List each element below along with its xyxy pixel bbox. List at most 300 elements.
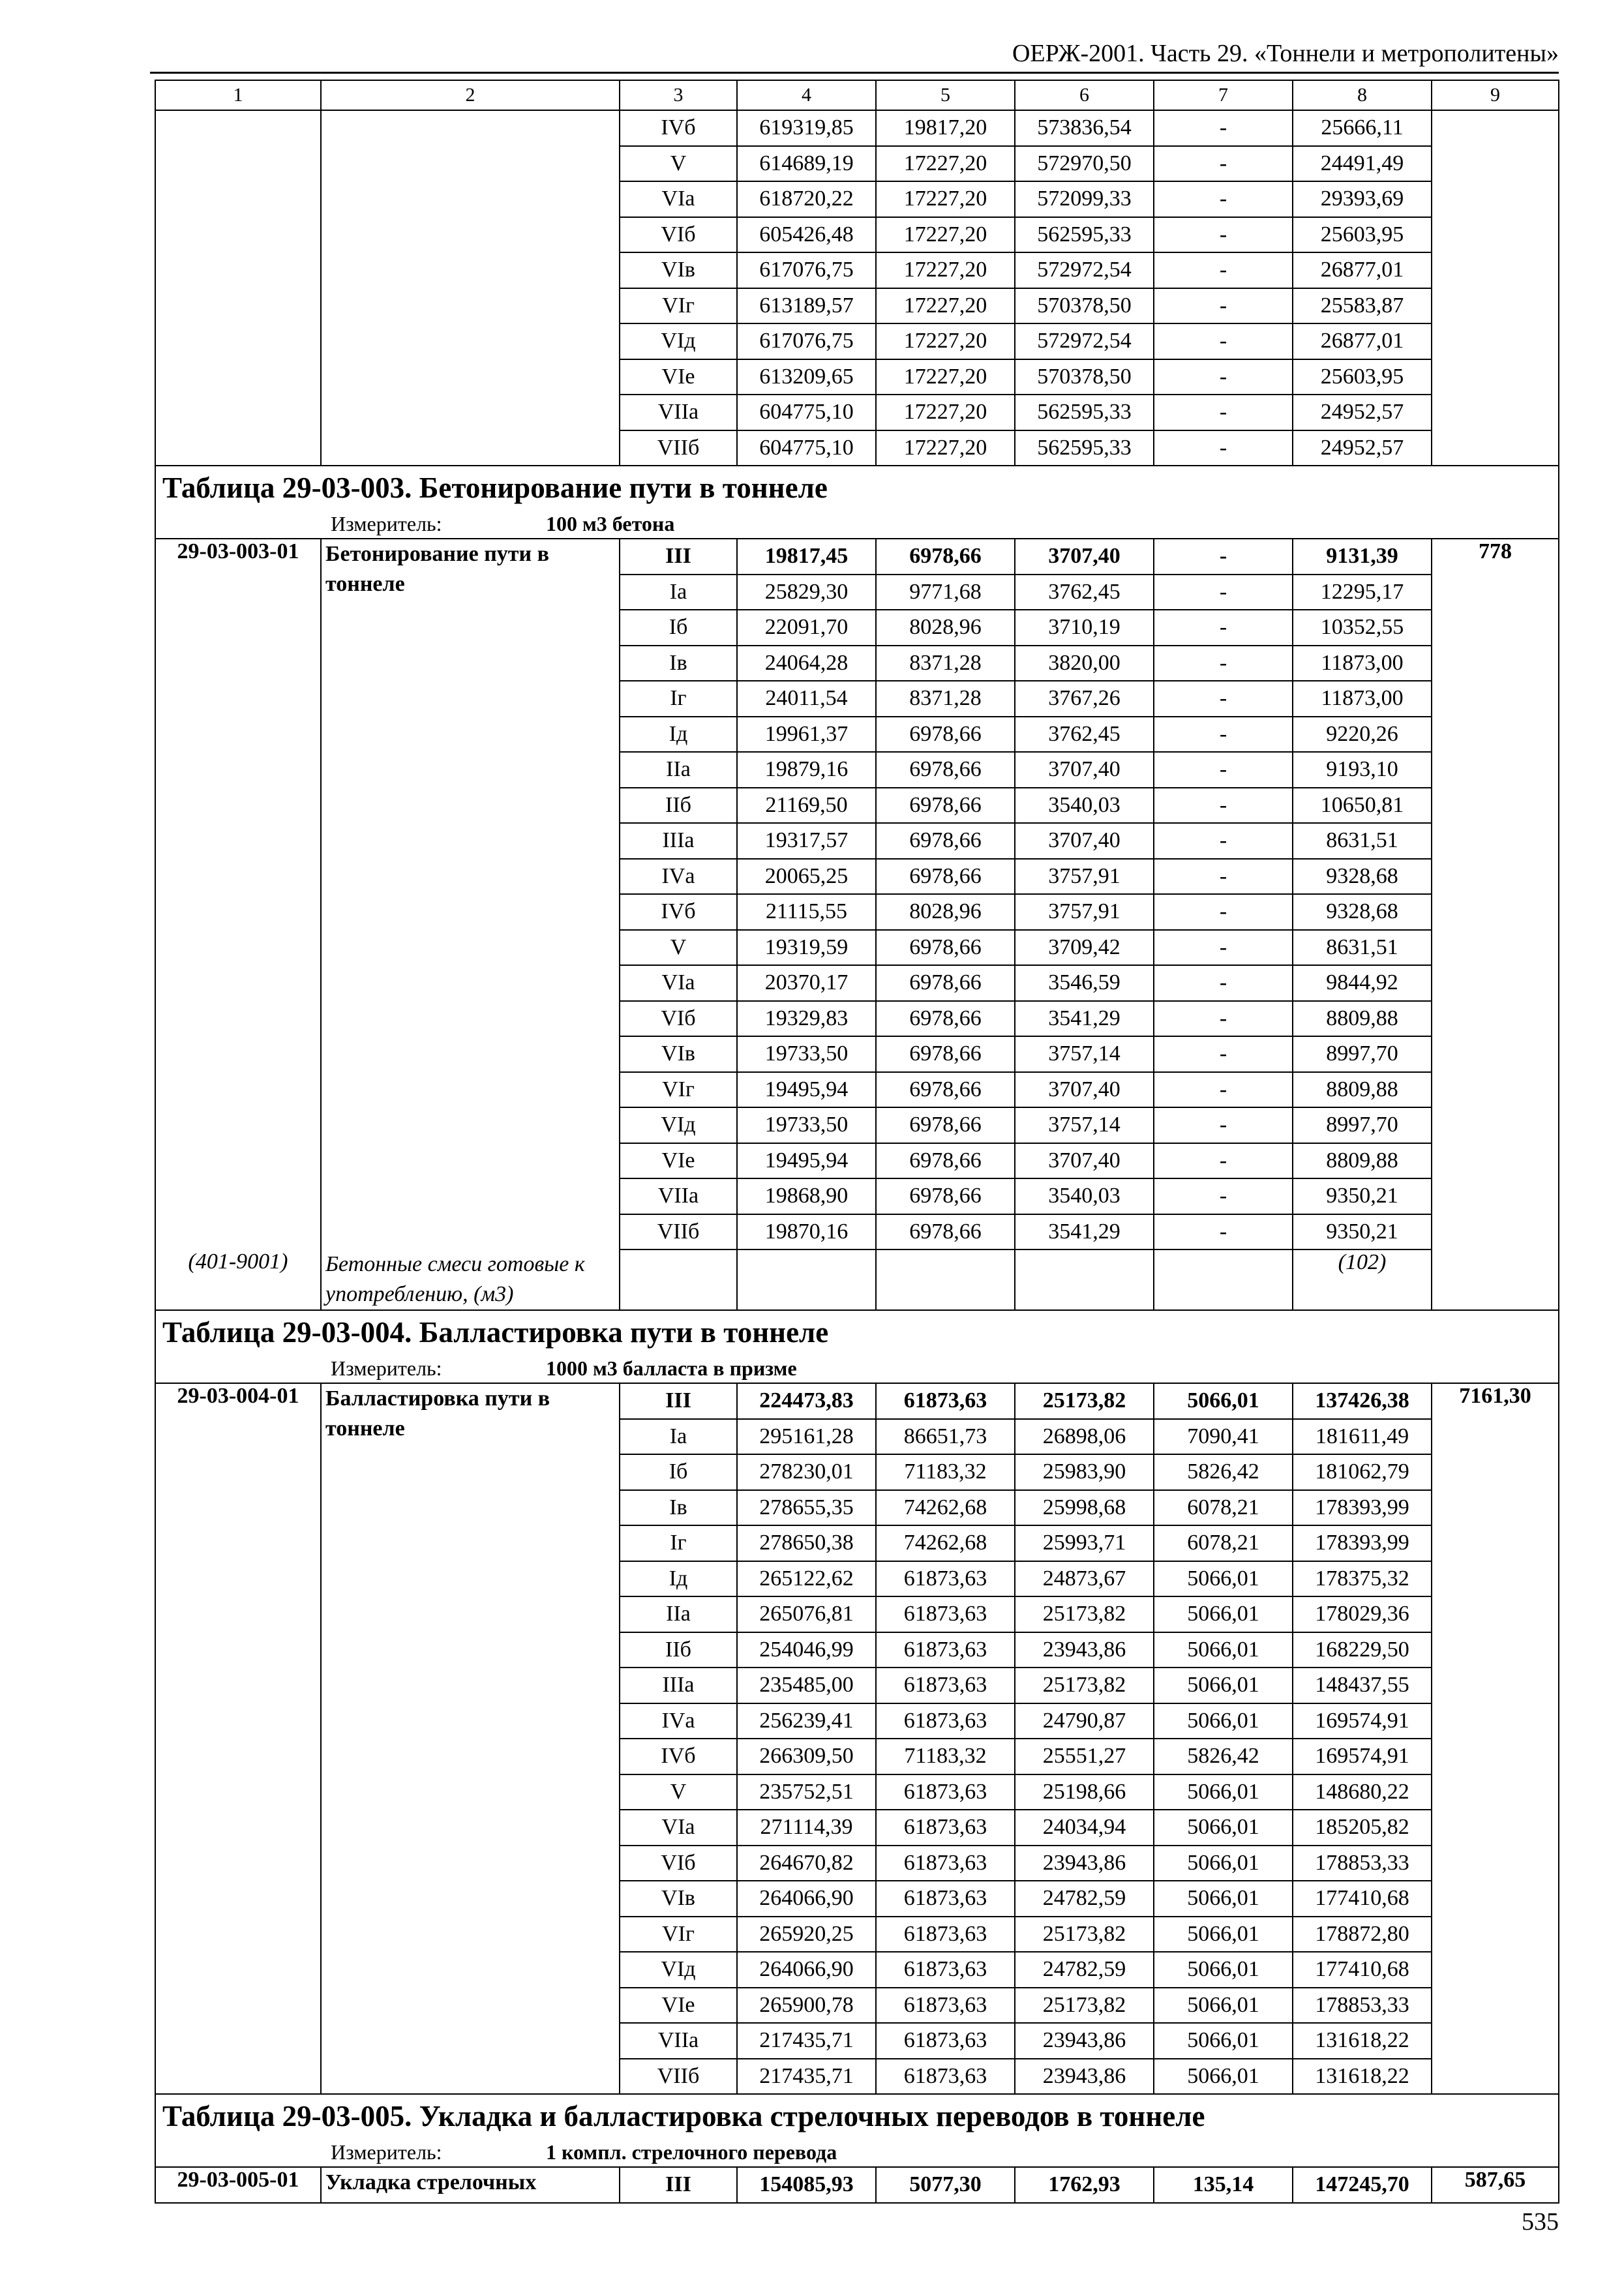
- meter-value: 1 компл. стрелочного перевода: [546, 2140, 837, 2164]
- zone-cell: Iа: [620, 1419, 737, 1455]
- meter-row: [155, 1354, 1559, 1383]
- value-cell: 17227,20: [876, 288, 1015, 324]
- value-cell: 20370,17: [737, 965, 876, 1001]
- column-number: 7: [1154, 80, 1293, 110]
- value-cell: 617076,75: [737, 252, 876, 288]
- value-cell: 24782,59: [1015, 1952, 1154, 1988]
- value-cell: 573836,54: [1015, 110, 1154, 146]
- value-cell: 572970,50: [1015, 146, 1154, 182]
- table-title: Таблица 29-03-003. Бетонирование пути в тоннеле: [155, 466, 1559, 509]
- value-cell: -: [1154, 288, 1293, 324]
- value-cell: 5066,01: [1154, 1810, 1293, 1846]
- value-cell: 178393,99: [1293, 1525, 1432, 1561]
- column-number-row: [155, 80, 1559, 110]
- value-cell: 5826,42: [1154, 1739, 1293, 1774]
- value-cell: -: [1154, 217, 1293, 253]
- value-cell: 295161,28: [737, 1419, 876, 1455]
- value-cell: 3709,42: [1015, 930, 1154, 966]
- zone-cell: VIб: [620, 1001, 737, 1037]
- value-cell: 264066,90: [737, 1881, 876, 1917]
- table-title: Таблица 29-03-005. Укладка и балластировка стрелочных переводов в тоннеле: [155, 2094, 1559, 2138]
- value-cell: -: [1154, 894, 1293, 930]
- value-cell: 6978,66: [876, 965, 1015, 1001]
- value-cell: -: [1154, 1001, 1293, 1037]
- value-cell: 178853,33: [1293, 1988, 1432, 2024]
- value-cell: 19495,94: [737, 1143, 876, 1179]
- zone-cell: VIе: [620, 1143, 737, 1179]
- zone-cell: VIб: [620, 1846, 737, 1881]
- value-cell: 8371,28: [876, 646, 1015, 681]
- value-cell: 19868,90: [737, 1178, 876, 1214]
- value-cell: 8631,51: [1293, 930, 1432, 966]
- value-cell: 148437,55: [1293, 1668, 1432, 1703]
- value-cell: 19317,57: [737, 823, 876, 859]
- meter-label: Измеритель:: [331, 2140, 442, 2164]
- value-cell: 264066,90: [737, 1952, 876, 1988]
- zone-cell: Iг: [620, 1525, 737, 1561]
- value-cell: 131618,22: [1293, 2023, 1432, 2059]
- zone-cell: III: [620, 539, 737, 575]
- value-cell: -: [1154, 146, 1293, 182]
- meter-label: Измеритель:: [331, 1356, 442, 1380]
- value-cell: 613209,65: [737, 359, 876, 395]
- value-cell: 25173,82: [1015, 1668, 1154, 1703]
- value-cell: 178375,32: [1293, 1561, 1432, 1597]
- value-cell: 168229,50: [1293, 1632, 1432, 1668]
- value-cell: 17227,20: [876, 146, 1015, 182]
- zone-cell: Iв: [620, 1490, 737, 1526]
- value-cell: 604775,10: [737, 430, 876, 466]
- value-cell: 3707,40: [1015, 752, 1154, 788]
- value-cell: -: [1154, 1214, 1293, 1250]
- value-cell: 25198,66: [1015, 1774, 1154, 1810]
- value-cell: 17227,20: [876, 430, 1015, 466]
- value-cell: 61873,63: [876, 1988, 1015, 2024]
- value-cell: 3757,91: [1015, 894, 1154, 930]
- value-cell: 9220,26: [1293, 717, 1432, 753]
- value-cell: 562595,33: [1015, 217, 1154, 253]
- name-cell: Укладка стрелочных: [321, 2167, 620, 2203]
- zone-cell: VIе: [620, 359, 737, 395]
- value-cell: 235752,51: [737, 1774, 876, 1810]
- empty-cell: [1154, 1249, 1293, 1310]
- meter-label: Измеритель:: [331, 511, 442, 535]
- value-cell: 278650,38: [737, 1525, 876, 1561]
- value-cell: -: [1154, 1036, 1293, 1072]
- value-cell: 25173,82: [1015, 1383, 1154, 1419]
- value-cell: 9131,39: [1293, 539, 1432, 575]
- zone-cell: V: [620, 1774, 737, 1810]
- value-cell: 137426,38: [1293, 1383, 1432, 1419]
- value-cell: 5826,42: [1154, 1454, 1293, 1490]
- value-cell: 178393,99: [1293, 1490, 1432, 1526]
- col9-cell: [1432, 110, 1559, 466]
- value-cell: 5066,01: [1154, 1988, 1293, 2024]
- value-cell: 10650,81: [1293, 788, 1432, 824]
- zone-cell: IVб: [620, 1739, 737, 1774]
- code-cell: 29-03-005-01: [155, 2167, 321, 2203]
- value-cell: 61873,63: [876, 1596, 1015, 1632]
- value-cell: 19961,37: [737, 717, 876, 753]
- value-cell: 254046,99: [737, 1632, 876, 1668]
- value-cell: 6978,66: [876, 1072, 1015, 1108]
- material-name: Бетонные смеси готовые к употреблению, (м3): [321, 1249, 620, 1310]
- value-cell: 570378,50: [1015, 288, 1154, 324]
- zone-cell: Iа: [620, 575, 737, 610]
- value-cell: 26877,01: [1293, 252, 1432, 288]
- value-cell: -: [1154, 930, 1293, 966]
- value-cell: 61873,63: [876, 1668, 1015, 1703]
- table-title-row: [155, 1310, 1559, 1354]
- zone-cell: VIд: [620, 323, 737, 359]
- col9-cell: 587,65: [1432, 2167, 1559, 2203]
- value-cell: 9350,21: [1293, 1214, 1432, 1250]
- value-cell: 3762,45: [1015, 575, 1154, 610]
- meter-cell: [155, 509, 1559, 539]
- value-cell: 5066,01: [1154, 1774, 1293, 1810]
- zone-cell: IIIа: [620, 1668, 737, 1703]
- zone-cell: IVб: [620, 110, 737, 146]
- empty-cell: [876, 1249, 1015, 1310]
- page-number: 535: [1522, 2208, 1559, 2236]
- zone-cell: V: [620, 930, 737, 966]
- empty-cell: [737, 1249, 876, 1310]
- value-cell: 5066,01: [1154, 2023, 1293, 2059]
- value-cell: 264670,82: [737, 1846, 876, 1881]
- zone-cell: VIIа: [620, 1178, 737, 1214]
- value-cell: 570378,50: [1015, 359, 1154, 395]
- table-title-row: [155, 2094, 1559, 2138]
- value-cell: 19329,83: [737, 1001, 876, 1037]
- zone-cell: VIб: [620, 217, 737, 253]
- zone-cell: Iб: [620, 1454, 737, 1490]
- value-cell: 3820,00: [1015, 646, 1154, 681]
- value-cell: 5066,01: [1154, 1952, 1293, 1988]
- value-cell: 178872,80: [1293, 1917, 1432, 1952]
- value-cell: 25666,11: [1293, 110, 1432, 146]
- zone-cell: III: [620, 2167, 737, 2203]
- zone-cell: IIб: [620, 788, 737, 824]
- value-cell: 5066,01: [1154, 1668, 1293, 1703]
- zone-cell: VIв: [620, 252, 737, 288]
- value-cell: 24873,67: [1015, 1561, 1154, 1597]
- column-number: 2: [321, 80, 620, 110]
- value-cell: 24011,54: [737, 681, 876, 717]
- column-number: 1: [155, 80, 321, 110]
- value-cell: 61873,63: [876, 1774, 1015, 1810]
- zone-cell: VIг: [620, 288, 737, 324]
- value-cell: 8028,96: [876, 610, 1015, 646]
- zone-cell: IIа: [620, 1596, 737, 1632]
- value-cell: 135,14: [1154, 2167, 1293, 2203]
- value-cell: 3762,45: [1015, 717, 1154, 753]
- value-cell: -: [1154, 823, 1293, 859]
- value-cell: 19733,50: [737, 1036, 876, 1072]
- name-cell: Балластировка пути в тоннеле: [321, 1383, 620, 2094]
- value-cell: 61873,63: [876, 2059, 1015, 2095]
- rates-table: [155, 80, 1559, 2204]
- value-cell: 19733,50: [737, 1107, 876, 1143]
- zone-cell: Iд: [620, 1561, 737, 1597]
- empty-cell: [620, 1249, 737, 1310]
- value-cell: 17227,20: [876, 359, 1015, 395]
- value-cell: 6978,66: [876, 1001, 1015, 1037]
- table-title: Таблица 29-03-004. Балластировка пути в тоннеле: [155, 1310, 1559, 1354]
- value-cell: 256239,41: [737, 1703, 876, 1739]
- value-cell: 178853,33: [1293, 1846, 1432, 1881]
- value-cell: 617076,75: [737, 323, 876, 359]
- value-cell: 61873,63: [876, 1810, 1015, 1846]
- material-code: (401-9001): [155, 1249, 321, 1310]
- name-cell: [321, 110, 620, 466]
- value-cell: 6978,66: [876, 1036, 1015, 1072]
- value-cell: 24790,87: [1015, 1703, 1154, 1739]
- value-cell: 74262,68: [876, 1490, 1015, 1526]
- value-cell: 5066,01: [1154, 2059, 1293, 2095]
- value-cell: 181062,79: [1293, 1454, 1432, 1490]
- value-cell: 61873,63: [876, 1881, 1015, 1917]
- value-cell: 3546,59: [1015, 965, 1154, 1001]
- value-cell: 6078,21: [1154, 1490, 1293, 1526]
- value-cell: 562595,33: [1015, 395, 1154, 430]
- value-cell: -: [1154, 181, 1293, 217]
- value-cell: 265122,62: [737, 1561, 876, 1597]
- value-cell: 61873,63: [876, 1632, 1015, 1668]
- value-cell: 21169,50: [737, 788, 876, 824]
- value-cell: 6078,21: [1154, 1525, 1293, 1561]
- value-cell: 26877,01: [1293, 323, 1432, 359]
- value-cell: 177410,68: [1293, 1952, 1432, 1988]
- value-cell: -: [1154, 965, 1293, 1001]
- value-cell: -: [1154, 752, 1293, 788]
- value-cell: 61873,63: [876, 1952, 1015, 1988]
- value-cell: 7090,41: [1154, 1419, 1293, 1455]
- value-cell: 61873,63: [876, 1846, 1015, 1881]
- meter-row: [155, 509, 1559, 539]
- value-cell: -: [1154, 788, 1293, 824]
- value-cell: 26898,06: [1015, 1419, 1154, 1455]
- value-cell: 24064,28: [737, 646, 876, 681]
- table-row: [155, 539, 1559, 575]
- value-cell: 265076,81: [737, 1596, 876, 1632]
- value-cell: 12295,17: [1293, 575, 1432, 610]
- value-cell: 8028,96: [876, 894, 1015, 930]
- value-cell: 5066,01: [1154, 1383, 1293, 1419]
- value-cell: 148680,22: [1293, 1774, 1432, 1810]
- value-cell: -: [1154, 1178, 1293, 1214]
- value-cell: 17227,20: [876, 217, 1015, 253]
- value-cell: 25829,30: [737, 575, 876, 610]
- value-cell: 3707,40: [1015, 539, 1154, 575]
- value-cell: -: [1154, 539, 1293, 575]
- value-cell: 613189,57: [737, 288, 876, 324]
- value-cell: -: [1154, 717, 1293, 753]
- value-cell: 29393,69: [1293, 181, 1432, 217]
- value-cell: 181611,49: [1293, 1419, 1432, 1455]
- zone-cell: IIб: [620, 1632, 737, 1668]
- table-row: [155, 1383, 1559, 1419]
- value-cell: -: [1154, 681, 1293, 717]
- value-cell: 3541,29: [1015, 1001, 1154, 1037]
- value-cell: 8371,28: [876, 681, 1015, 717]
- value-cell: 23943,86: [1015, 1846, 1154, 1881]
- value-cell: 5066,01: [1154, 1917, 1293, 1952]
- value-cell: 5066,01: [1154, 1561, 1293, 1597]
- value-cell: 20065,25: [737, 859, 876, 895]
- value-cell: 5066,01: [1154, 1632, 1293, 1668]
- value-cell: 3767,26: [1015, 681, 1154, 717]
- value-cell: 11873,00: [1293, 681, 1432, 717]
- value-cell: 10352,55: [1293, 610, 1432, 646]
- value-cell: 17227,20: [876, 323, 1015, 359]
- value-cell: -: [1154, 110, 1293, 146]
- value-cell: 25603,95: [1293, 217, 1432, 253]
- value-cell: -: [1154, 359, 1293, 395]
- value-cell: 147245,70: [1293, 2167, 1432, 2203]
- value-cell: 9328,68: [1293, 894, 1432, 930]
- value-cell: 5066,01: [1154, 1703, 1293, 1739]
- value-cell: 71183,32: [876, 1739, 1015, 1774]
- zone-cell: VIв: [620, 1036, 737, 1072]
- value-cell: 154085,93: [737, 2167, 876, 2203]
- running-header: ОЕРЖ-2001. Часть 29. «Тоннели и метрополитены»: [1012, 40, 1559, 67]
- value-cell: 25603,95: [1293, 359, 1432, 395]
- value-cell: 3541,29: [1015, 1214, 1154, 1250]
- value-cell: 24952,57: [1293, 395, 1432, 430]
- column-number: 8: [1293, 80, 1432, 110]
- zone-cell: VIIб: [620, 430, 737, 466]
- value-cell: 3710,19: [1015, 610, 1154, 646]
- value-cell: 8809,88: [1293, 1072, 1432, 1108]
- zone-cell: VIIб: [620, 1214, 737, 1250]
- value-cell: 8809,88: [1293, 1001, 1432, 1037]
- value-cell: 278230,01: [737, 1454, 876, 1490]
- value-cell: 25993,71: [1015, 1525, 1154, 1561]
- zone-cell: VIг: [620, 1072, 737, 1108]
- zone-cell: VIа: [620, 965, 737, 1001]
- column-number: 9: [1432, 80, 1559, 110]
- table-row: [155, 110, 1559, 146]
- value-cell: 6978,66: [876, 1143, 1015, 1179]
- column-number: 4: [737, 80, 876, 110]
- meter-value: 100 м3 бетона: [546, 511, 675, 535]
- value-cell: 572972,54: [1015, 323, 1154, 359]
- value-cell: 605426,48: [737, 217, 876, 253]
- zone-cell: III: [620, 1383, 737, 1419]
- value-cell: 17227,20: [876, 252, 1015, 288]
- code-cell: [155, 110, 321, 466]
- value-cell: 3540,03: [1015, 1178, 1154, 1214]
- col9-cell: 7161,30: [1432, 1383, 1559, 2094]
- value-cell: 17227,20: [876, 395, 1015, 430]
- value-cell: 217435,71: [737, 2059, 876, 2095]
- zone-cell: IVа: [620, 859, 737, 895]
- value-cell: -: [1154, 252, 1293, 288]
- value-cell: 265920,25: [737, 1917, 876, 1952]
- value-cell: 8809,88: [1293, 1143, 1432, 1179]
- column-number: 3: [620, 80, 737, 110]
- value-cell: 9193,10: [1293, 752, 1432, 788]
- value-cell: 178029,36: [1293, 1596, 1432, 1632]
- code-cell: 29-03-003-01: [155, 539, 321, 1249]
- zone-cell: VIе: [620, 1988, 737, 2024]
- value-cell: 9771,68: [876, 575, 1015, 610]
- value-cell: 6978,66: [876, 788, 1015, 824]
- value-cell: 604775,10: [737, 395, 876, 430]
- value-cell: 25983,90: [1015, 1454, 1154, 1490]
- value-cell: 3757,14: [1015, 1036, 1154, 1072]
- value-cell: 19817,45: [737, 539, 876, 575]
- value-cell: 19870,16: [737, 1214, 876, 1250]
- value-cell: -: [1154, 859, 1293, 895]
- value-cell: 169574,91: [1293, 1739, 1432, 1774]
- value-cell: 1762,93: [1015, 2167, 1154, 2203]
- value-cell: 6978,66: [876, 859, 1015, 895]
- zone-cell: VIв: [620, 1881, 737, 1917]
- value-cell: 3707,40: [1015, 1072, 1154, 1108]
- value-cell: 61873,63: [876, 1703, 1015, 1739]
- value-cell: 6978,66: [876, 1107, 1015, 1143]
- zone-cell: Iб: [620, 610, 737, 646]
- value-cell: 23943,86: [1015, 2023, 1154, 2059]
- value-cell: 8631,51: [1293, 823, 1432, 859]
- value-cell: 3757,91: [1015, 859, 1154, 895]
- value-cell: 6978,66: [876, 823, 1015, 859]
- zone-cell: VIIб: [620, 2059, 737, 2095]
- value-cell: 9328,68: [1293, 859, 1432, 895]
- value-cell: -: [1154, 1107, 1293, 1143]
- value-cell: 6978,66: [876, 1178, 1015, 1214]
- zone-cell: VIд: [620, 1107, 737, 1143]
- value-cell: 614689,19: [737, 146, 876, 182]
- zone-cell: VIа: [620, 181, 737, 217]
- value-cell: 572972,54: [1015, 252, 1154, 288]
- material-row: [155, 1249, 1559, 1310]
- header-rule: [150, 72, 1559, 74]
- value-cell: 3707,40: [1015, 1143, 1154, 1179]
- zone-cell: VIг: [620, 1917, 737, 1952]
- value-cell: 8997,70: [1293, 1036, 1432, 1072]
- value-cell: 185205,82: [1293, 1810, 1432, 1846]
- value-cell: 61873,63: [876, 1917, 1015, 1952]
- value-cell: 3540,03: [1015, 788, 1154, 824]
- value-cell: 24034,94: [1015, 1810, 1154, 1846]
- value-cell: 5066,01: [1154, 1881, 1293, 1917]
- value-cell: 5077,30: [876, 2167, 1015, 2203]
- value-cell: 217435,71: [737, 2023, 876, 2059]
- zone-cell: Iв: [620, 646, 737, 681]
- value-cell: 25173,82: [1015, 1917, 1154, 1952]
- value-cell: 23943,86: [1015, 2059, 1154, 2095]
- value-cell: 25173,82: [1015, 1596, 1154, 1632]
- value-cell: 19319,59: [737, 930, 876, 966]
- value-cell: 6978,66: [876, 1214, 1015, 1250]
- value-cell: 19879,16: [737, 752, 876, 788]
- value-cell: 266309,50: [737, 1739, 876, 1774]
- value-cell: 11873,00: [1293, 646, 1432, 681]
- value-cell: 24952,57: [1293, 430, 1432, 466]
- meter-cell: [155, 2138, 1559, 2167]
- value-cell: 8997,70: [1293, 1107, 1432, 1143]
- zone-cell: VIд: [620, 1952, 737, 1988]
- code-cell: 29-03-004-01: [155, 1383, 321, 2094]
- value-cell: 9350,21: [1293, 1178, 1432, 1214]
- value-cell: 25551,27: [1015, 1739, 1154, 1774]
- value-cell: 6978,66: [876, 930, 1015, 966]
- zone-cell: IVб: [620, 894, 737, 930]
- value-cell: 74262,68: [876, 1525, 1015, 1561]
- value-cell: 23943,86: [1015, 1632, 1154, 1668]
